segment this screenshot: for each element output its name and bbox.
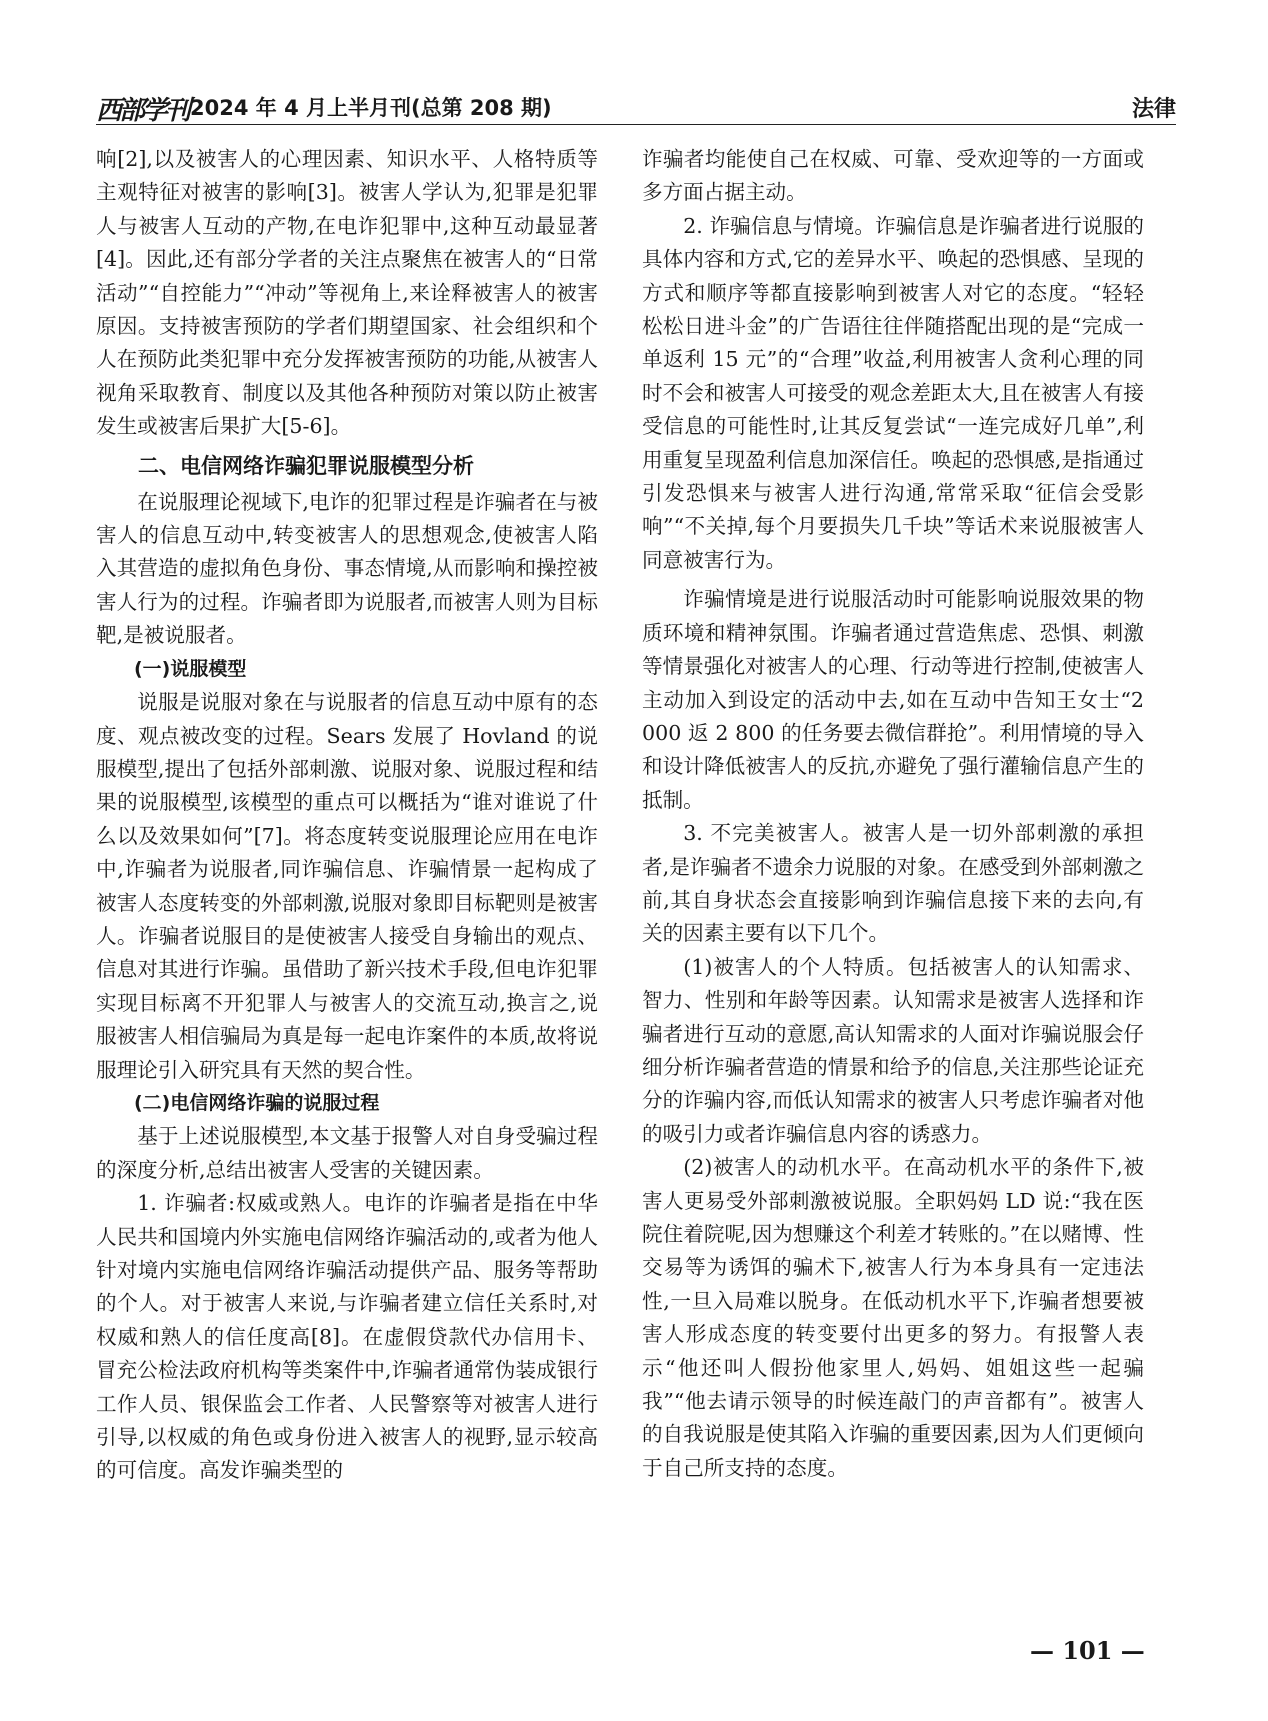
left-column-paragraph: 1. 诈骗者:权威或熟人。电诈的诈骗者是指在中华人民共和国境内外实施电信网络诈骗活动的,或者为他人针对境内实施电信网络诈骗活动提供产品、服务等帮助的个人。对于被害人来说,与诈骗者建立信任关系时,对权威和熟人的信任度高[8]。在虚假贷款代办信用卡、冒充公检法政府机构等类案件中,诈骗者通常伪装成银行工作人员、银保监会工作者、人民警察等对被害人进行引导,以权威的角色或身份进入被害人的视野,显示较高的可信度。高发诈骗类型的 — [96, 1191, 598, 1483]
right-column-paragraph: (2)被害人的动机水平。在高动机水平的条件下,被害人更易受外部刺激被说服。全职妈妈 LD 说:“我在医院住着院呢,因为想赚这个利差才转账的。”在以赌博、性交易等为诱饵的骗术下,被害人行为本身具有一定违法性,一旦入局难以脱身。在低动机水平下,诈骗者想要被害人形成态度的转变要付出更多的努力。有报警人表示“他还叫人假扮他家里人,妈妈、姐姐这些一起骗我”“他去请示领导的时候连敲门的声音都有”。被害人的自我说服是使其陷入诈骗的重要因素,因为人们更倾向于自己所支持的态度。 — [642, 1155, 1144, 1480]
left-column-paragraph: 说服是说服对象在与说服者的信息互动中原有的态度、观点被改变的过程。Sears 发展了 Hovland 的说服模型,提出了包括外部刺激、说服对象、说服过程和结果的说服模型,该模型的重点可以概括为“谁对谁说了什么以及效果如何”[7]。将态度转变说服理论应用在电诈中,诈骗者为说服者,同诈骗信息、诈骗情景一起构成了被害人态度转变的外部刺激,说服对象即目标靶则是被害人。诈骗者说服目的是使被害人接受自身输出的观点、信息对其进行诈骗。虽借助了新兴技术手段,但电诈犯罪实现目标离不开犯罪人与被害人的交流互动,换言之,说服被害人相信骗局为真是每一起电诈案件的本质,故将说服理论引入研究具有天然的契合性。 — [96, 690, 598, 1082]
issue-info: 2024 年 4 月上半月刊(总第 208 期) — [190, 96, 552, 120]
right-column-paragraph: (1)被害人的个人特质。包括被害人的认知需求、智力、性别和年龄等因素。认知需求是被害人选择和诈骗者进行互动的意愿,高认知需求的人面对诈骗说服会仔细分析诈骗者营造的情景和给予的信息,关注那些论证充分的诈骗内容,而低认知需求的被害人只考虑诈骗者对他的吸引力或者诈骗信息内容的诱惑力。 — [642, 954, 1144, 1146]
page-number: — 101 — — [1030, 1636, 1145, 1665]
running-header — [96, 86, 1176, 126]
section-heading: 二、电信网络诈骗犯罪说服模型分析 — [138, 453, 474, 478]
left-column-paragraph: 响[2],以及被害人的心理因素、知识水平、人格特质等主观特征对被害的影响[3]。被害人学认为,犯罪是犯罪人与被害人互动的产物,在电诈犯罪中,这种互动最显著[4]。因此,还有部分学者的关注点聚焦在被害人的“日常活动”“自控能力”“冲动”等视角上,来诠释被害人的被害原因。支持被害预防的学者们期望国家、社会组织和个人在预防此类犯罪中充分发挥被害预防的功能,从被害人视角采取教育、制度以及其他各种预防对策以防止被害发生或被害后果扩大[5-6]。 — [96, 147, 598, 439]
left-column — [96, 143, 598, 1488]
right-column — [642, 143, 1144, 1485]
left-column-paragraph: 基于上述说服模型,本文基于报警人对自身受骗过程的深度分析,总结出被害人受害的关键因素。 — [96, 1124, 598, 1182]
right-column-paragraph: 诈骗情境是进行说服活动时可能影响说服效果的物质环境和精神氛围。诈骗者通过营造焦虑、恐惧、刺激等情景强化对被害人的心理、行动等进行控制,使被害人主动加入到设定的活动中去,如在互动中告知王女士“2 000 返 2 800 的任务要去微信群抢”。利用情境的导入和设计降低被害人的反抗,亦避免了强行灌输信息产生的抵制。 — [642, 587, 1144, 812]
subsection-heading: (一)说服模型 — [134, 657, 247, 680]
right-column-paragraph: 诈骗者均能使自己在权威、可靠、受欢迎等的一方面或多方面占据主动。 — [642, 147, 1144, 205]
right-column-paragraph: 2. 诈骗信息与情境。诈骗信息是诈骗者进行说服的具体内容和方式,它的差异水平、唤起的恐惧感、呈现的方式和顺序等都直接影响到被害人对它的态度。“轻轻松松日进斗金”的广告语往往伴随搭配出现的是“完成一单返利 15 元”的“合理”收益,利用被害人贪利心理的同时不会和被害人可接受的观念差距太大,且在被害人有接受信息的可能性时,让其反复尝试“一连完成好几单”,利用重复呈现盈利信息加深信任。唤起的恐惧感,是指通过引发恐惧来与被害人进行沟通,常常采取“征信会受影响”“不关掉,每个月要损失几千块”等话术来说服被害人同意被害行为。 — [642, 213, 1144, 572]
subsection-heading: (二)电信网络诈骗的说服过程 — [134, 1091, 380, 1114]
header-rule — [96, 124, 1176, 125]
right-column-paragraph: 3. 不完美被害人。被害人是一切外部刺激的承担者,是诈骗者不遗余力说服的对象。在感受到外部刺激之前,其自身状态会直接影响到诈骗信息接下来的去向,有关的因素主要有以下几个。 — [642, 821, 1144, 946]
left-column-paragraph: 在说服理论视域下,电诈的犯罪过程是诈骗者在与被害人的信息互动中,转变被害人的思想观念,使被害人陷入其营造的虚拟角色身份、事态情境,从而影响和操控被害人行为的过程。诈骗者即为说服者,而被害人则为目标靶,是被说服者。 — [96, 489, 598, 648]
section-label: 法律 — [1131, 97, 1176, 122]
journal-logo: 西部学刊 — [96, 96, 189, 126]
